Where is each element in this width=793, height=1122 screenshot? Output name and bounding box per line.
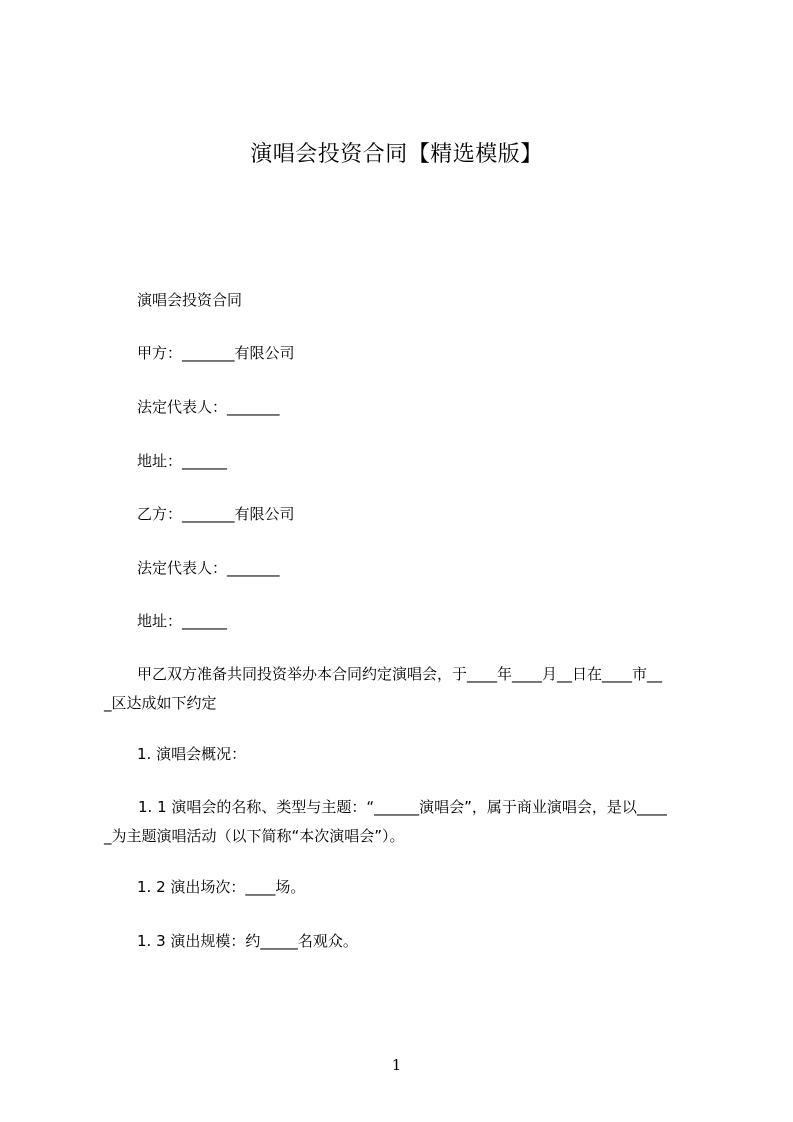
party-a-representative-line: 法定代表人：_______: [137, 398, 280, 416]
intro-paragraph-line: 甲乙双方准备共同投资举办本合同约定演唱会，于____年____月__日在____市__: [137, 665, 663, 683]
intro-paragraph: [104, 664, 704, 713]
contract-heading: 演唱会投资合同: [137, 291, 243, 309]
clause-line: _为主题演唱活动（以下简称“本次演唱会”）。: [104, 827, 405, 845]
clause-1-1: [104, 797, 704, 846]
clause-1-2: 1. 2 演出场次：____场。: [137, 878, 306, 896]
party-b-representative-line: 法定代表人：_______: [137, 559, 280, 577]
section-heading: 1. 演唱会概况：: [137, 745, 247, 763]
party-b-line: 乙方：_______有限公司: [137, 505, 295, 523]
intro-paragraph-line: _区达成如下约定: [104, 694, 217, 712]
clause-line: 1. 1 演唱会的名称、类型与主题：“______演唱会”，属于商业演唱会，是以____: [138, 798, 667, 816]
party-b-address-line: 地址：______: [137, 612, 228, 630]
page-number: 1: [391, 1056, 402, 1074]
party-a-line: 甲方：_______有限公司: [137, 344, 295, 362]
document-title: 演唱会投资合同【精选模版】: [250, 142, 543, 167]
party-a-address-line: 地址：______: [137, 452, 228, 470]
clause-1-3: 1. 3 演出规模：约_____名观众。: [137, 932, 358, 950]
